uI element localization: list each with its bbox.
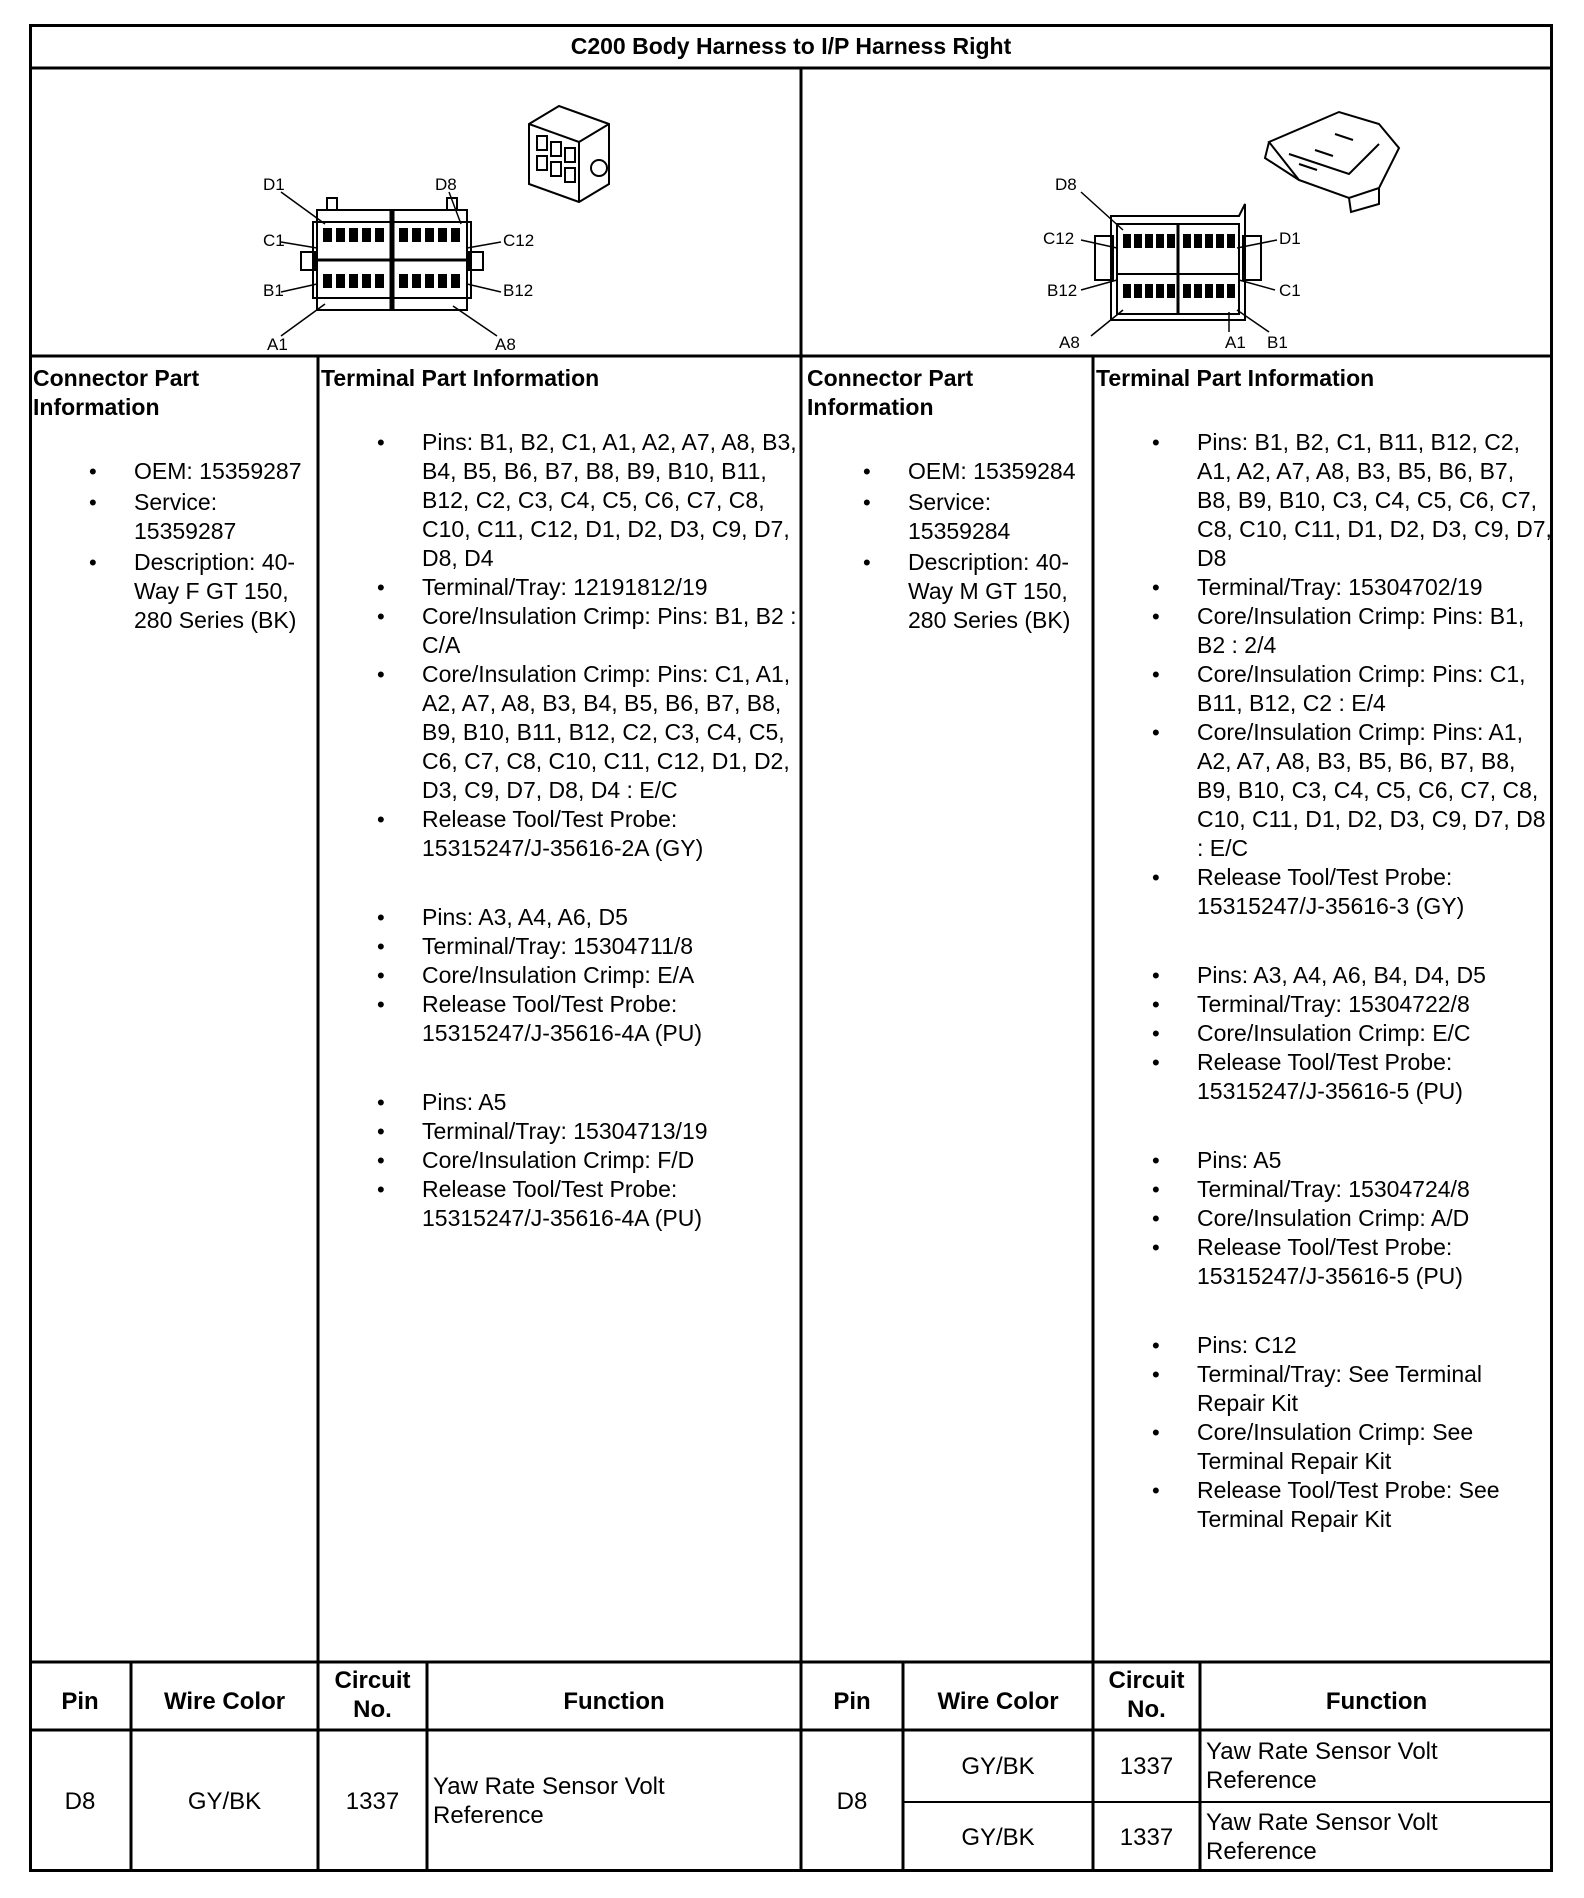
- right-g3-tool: • Release Tool/Test Probe: 15315247/J-35616-5 (PU): [1096, 1233, 1552, 1291]
- right-terminal-group-1: [1096, 428, 1552, 921]
- right-row1-wire: GY/BK: [961, 1752, 1035, 1780]
- left-diagram-label-b12: B12: [503, 281, 534, 300]
- left-g1-crimp-a: • Core/Insulation Crimp: Pins: B1, B2 : C/A: [321, 602, 799, 660]
- right-g1-crimp-c: • Core/Insulation Crimp: Pins: A1, A2, A7, A8, B3, B5, B6, B7, B8, B9, B10, C3, C4, C5, C6, C7, C8, C10, C11, D1, D2, D3, C9, D7, D8 : E/C: [1096, 718, 1552, 863]
- left-service: • Service: 15359287: [33, 488, 315, 546]
- right-description: • Description: 40-Way M GT 150, 280 Series (BK): [807, 548, 1091, 635]
- right-g3-crimp: • Core/Insulation Crimp: A/D: [1096, 1204, 1552, 1233]
- left-col-function: Function: [563, 1688, 665, 1715]
- right-g4-crimp: • Core/Insulation Crimp: See Terminal Repair Kit: [1096, 1418, 1552, 1476]
- right-g2-pins: • Pins: A3, A4, A6, B4, D4, D5: [1096, 961, 1552, 990]
- right-col-function: Function: [1325, 1688, 1428, 1715]
- right-g1-tray: • Terminal/Tray: 15304702/19: [1096, 573, 1552, 602]
- right-g1-crimp-a: • Core/Insulation Crimp: Pins: B1, B2 : 2/4: [1096, 602, 1552, 660]
- left-terminal-header: Terminal Part Information: [321, 365, 600, 391]
- left-g3-crimp: • Core/Insulation Crimp: F/D: [321, 1146, 799, 1175]
- left-g3-pins: • Pins: A5: [321, 1088, 799, 1117]
- right-row2-wire: GY/BK: [961, 1823, 1035, 1851]
- right-oem: • OEM: 15359284: [807, 457, 1091, 486]
- left-row-circuit: 1337: [345, 1787, 400, 1815]
- right-g2-tray: • Terminal/Tray: 15304722/8: [1096, 990, 1552, 1019]
- right-row1-circuit: 1337: [1119, 1752, 1174, 1780]
- right-g4-pins: • Pins: C12: [1096, 1331, 1552, 1360]
- left-g2-tray: • Terminal/Tray: 15304711/8: [321, 932, 799, 961]
- right-g4-tray: • Terminal/Tray: See Terminal Repair Kit: [1096, 1360, 1552, 1418]
- right-connector-diagram: [999, 84, 1439, 354]
- left-diagram-label-c12: C12: [503, 231, 535, 250]
- right-g1-tool: • Release Tool/Test Probe: 15315247/J-35616-3 (GY): [1096, 863, 1552, 921]
- right-connector-list: [807, 457, 1091, 635]
- right-g3-tray: • Terminal/Tray: 15304724/8: [1096, 1175, 1552, 1204]
- right-diagram-label-b1: B1: [1267, 333, 1288, 352]
- right-diagram-label-b12: B12: [1047, 281, 1078, 300]
- left-row-function: Yaw Rate Sensor Volt Reference: [433, 1773, 665, 1829]
- right-service: • Service: 15359284: [807, 488, 1091, 546]
- left-col-circuit: Circuit No.: [334, 1667, 411, 1723]
- right-row1-function: Yaw Rate Sensor Volt Reference: [1206, 1738, 1438, 1794]
- left-g1-pins: • Pins: B1, B2, C1, A1, A2, A7, A8, B3, B4, B5, B6, B7, B8, B9, B10, B11, B12, C2, C3, C4, C5, C6, C7, C8, C10, C11, C12, D1, D2, D3, C9, D7, D8, D4: [321, 428, 799, 573]
- right-diagram-label-a1: A1: [1225, 333, 1246, 352]
- left-diagram-label-b1: B1: [263, 281, 284, 300]
- left-g1-crimp-b: • Core/Insulation Crimp: Pins: C1, A1, A2, A7, A8, B3, B4, B5, B6, B7, B8, B9, B10, B11, B12, C2, C3, C4, C5, C6, C7, C8, C10, C11, C12, D1, D2, D3, C9, D7, D8, D4 : E/C: [321, 660, 799, 805]
- page-title: C200 Body Harness to I/P Harness Right: [570, 32, 1012, 59]
- left-g3-tray: • Terminal/Tray: 15304713/19: [321, 1117, 799, 1146]
- left-diagram-label-d1: D1: [263, 175, 285, 194]
- left-row-pin: D8: [64, 1787, 96, 1815]
- left-g1-tray: • Terminal/Tray: 12191812/19: [321, 573, 799, 602]
- right-row2-circuit: 1337: [1119, 1823, 1174, 1851]
- left-col-pin: Pin: [61, 1688, 99, 1715]
- left-terminal-group-3: [321, 1088, 799, 1233]
- right-col-wire-color: Wire Color: [937, 1688, 1059, 1715]
- left-connector-header: Connector Part Information: [33, 365, 200, 420]
- right-diagram-label-c1: C1: [1279, 281, 1301, 300]
- left-g2-pins: • Pins: A3, A4, A6, D5: [321, 903, 799, 932]
- left-g2-tool: • Release Tool/Test Probe: 15315247/J-35616-4A (PU): [321, 990, 799, 1048]
- right-diagram-label-c12: C12: [1043, 229, 1075, 248]
- left-terminal-group-2: [321, 903, 799, 1048]
- right-terminal-info: [1096, 364, 1552, 1574]
- right-row-pin: D8: [836, 1787, 868, 1815]
- left-g2-crimp: • Core/Insulation Crimp: E/A: [321, 961, 799, 990]
- left-diagram-label-a1: A1: [267, 335, 288, 354]
- right-col-pin: Pin: [833, 1688, 871, 1715]
- right-g3-pins: • Pins: A5: [1096, 1146, 1552, 1175]
- left-diagram-label-a8: A8: [495, 335, 516, 354]
- right-g1-pins: • Pins: B1, B2, C1, B11, B12, C2, A1, A2, A7, A8, B3, B5, B6, B7, B8, B9, B10, C3, C4, C5, C6, C7, C8, C10, C11, D1, D2, D3, C9, D7, D8: [1096, 428, 1552, 573]
- right-g2-crimp: • Core/Insulation Crimp: E/C: [1096, 1019, 1552, 1048]
- left-diagram-label-d8: D8: [435, 175, 457, 194]
- left-oem: • OEM: 15359287: [33, 457, 315, 486]
- right-connector-header: Connector Part Information: [807, 365, 974, 420]
- right-terminal-group-4: [1096, 1331, 1552, 1534]
- left-diagram-label-c1: C1: [263, 231, 285, 250]
- left-g3-tool: • Release Tool/Test Probe: 15315247/J-35616-4A (PU): [321, 1175, 799, 1233]
- left-col-wire-color: Wire Color: [163, 1688, 286, 1715]
- left-terminal-info: [321, 364, 799, 1273]
- right-row2-function: Yaw Rate Sensor Volt Reference: [1206, 1809, 1438, 1865]
- left-description: • Description: 40-Way F GT 150, 280 Series (BK): [33, 548, 315, 635]
- left-row-wire: GY/BK: [187, 1787, 262, 1815]
- left-connector-info: [33, 364, 315, 635]
- right-diagram-label-a8: A8: [1059, 333, 1080, 352]
- right-diagram-label-d1: D1: [1279, 229, 1301, 248]
- left-connector-diagram: [229, 84, 629, 354]
- right-connector-info: [807, 364, 1091, 635]
- right-g4-tool: • Release Tool/Test Probe: See Terminal Repair Kit: [1096, 1476, 1552, 1534]
- right-g2-tool: • Release Tool/Test Probe: 15315247/J-35616-5 (PU): [1096, 1048, 1552, 1106]
- left-g1-tool: • Release Tool/Test Probe: 15315247/J-35616-2A (GY): [321, 805, 799, 863]
- right-g1-crimp-b: • Core/Insulation Crimp: Pins: C1, B11, B12, C2 : E/4: [1096, 660, 1552, 718]
- connector-sheet: [29, 24, 1553, 1872]
- right-diagram-label-d8: D8: [1055, 175, 1077, 194]
- left-terminal-group-1: [321, 428, 799, 863]
- left-connector-list: [33, 457, 315, 635]
- right-col-circuit: Circuit No.: [1108, 1667, 1185, 1723]
- right-terminal-header: Terminal Part Information: [1096, 365, 1375, 391]
- right-terminal-group-2: [1096, 961, 1552, 1106]
- right-terminal-group-3: [1096, 1146, 1552, 1291]
